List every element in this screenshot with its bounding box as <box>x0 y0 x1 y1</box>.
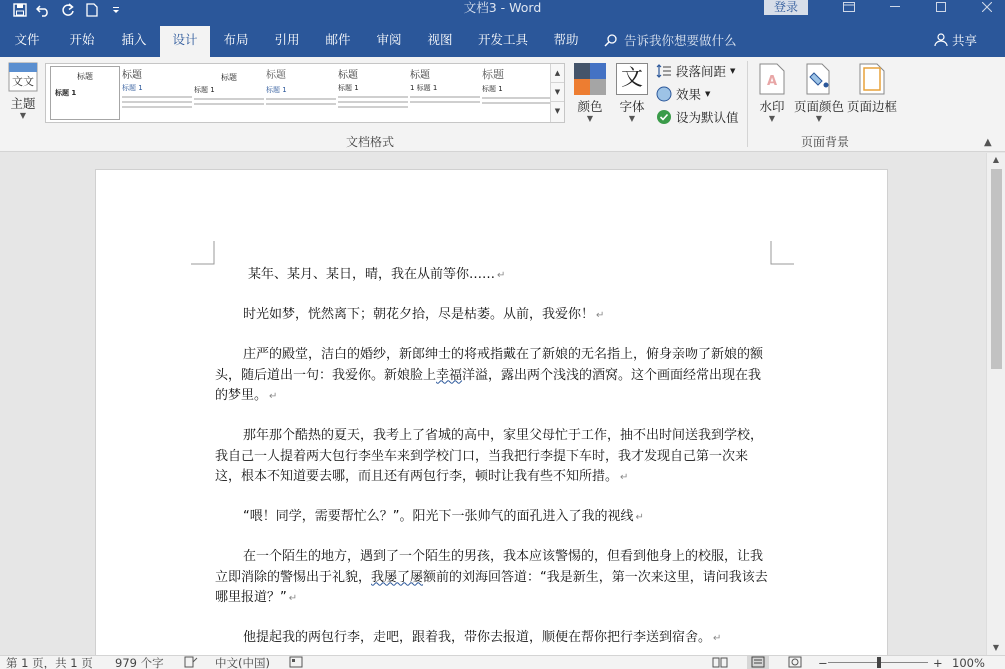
tab-developer[interactable]: 开发工具 <box>477 32 528 47</box>
paragraph-spacing-button[interactable] <box>656 61 735 81</box>
svg-text:A: A <box>766 74 778 89</box>
tab-references[interactable]: 引用 <box>274 32 300 47</box>
gallery-more-icon[interactable]: ▼ <box>554 107 561 115</box>
status-bar <box>0 655 1005 669</box>
web-layout-icon[interactable] <box>788 656 802 669</box>
tell-me-search[interactable] <box>604 26 737 53</box>
zoom-out-icon[interactable]: − <box>818 656 828 669</box>
paragraph[interactable]: 他提起我的两包行李，走吧，跟着我，带你去报道，顺便在帮你把行李送到宿舍。 ↵ <box>243 630 722 645</box>
page-borders-icon <box>859 63 885 95</box>
page-borders-button[interactable] <box>846 63 898 115</box>
save-icon[interactable] <box>8 0 32 20</box>
crop-mark-top-right <box>770 241 794 265</box>
theme-icon <box>8 62 38 92</box>
chevron-down-icon: ▼ <box>815 114 823 123</box>
colors-button[interactable] <box>572 63 608 123</box>
paragraph-mark: ↵ <box>288 593 298 604</box>
paragraph-mark: ↵ <box>596 310 605 321</box>
document-canvas[interactable] <box>0 153 986 655</box>
paragraph-mark: ↵ <box>497 270 506 281</box>
style-set-item[interactable]: 标题 标题 1 <box>266 66 336 120</box>
group-label-document-formatting: 文档格式 <box>345 135 394 149</box>
vertical-scrollbar[interactable] <box>986 153 1005 655</box>
window-title: 文档3 - Word <box>463 0 542 15</box>
quick-access-toolbar <box>8 0 128 20</box>
tab-design[interactable]: 设计 <box>160 26 210 57</box>
style-set-gallery[interactable] <box>45 63 565 123</box>
tab-help[interactable]: 帮助 <box>553 32 579 47</box>
paragraph[interactable]: 时光如梦，恍然离下；朝花夕拾，尽是枯萎。从前，我爱你！ ↵ <box>243 307 605 322</box>
zoom-slider-handle[interactable] <box>877 657 881 668</box>
theme-button[interactable] <box>5 62 41 120</box>
tab-home[interactable]: 开始 <box>69 32 95 47</box>
paragraph[interactable]: “喂！同学，需要帮忙么？”。阳光下一张帅气的面孔进入了我的视线 ↵ <box>243 509 644 524</box>
style-set-item[interactable]: 标题 标题 1 <box>50 66 120 120</box>
zoom-in-icon[interactable]: + <box>933 656 943 669</box>
customize-qat-icon[interactable] <box>104 0 128 20</box>
maximize-icon[interactable] <box>918 0 964 14</box>
watermark-icon <box>759 63 785 95</box>
colors-label: 颜色 <box>577 99 603 114</box>
proofing-icon[interactable] <box>184 656 198 669</box>
ribbon-design <box>0 57 1005 152</box>
gallery-scroll-down-icon[interactable]: ▼ <box>551 83 564 102</box>
set-as-default-label: 设为默认值 <box>676 110 739 125</box>
grammar-squiggle[interactable]: 我屡了屡 <box>371 569 424 585</box>
word-count[interactable]: 979 个字 <box>115 656 164 669</box>
print-layout-icon[interactable] <box>747 656 769 669</box>
tab-layout[interactable]: 布局 <box>223 32 249 47</box>
undo-icon[interactable] <box>32 0 56 20</box>
page-info[interactable]: 第 1 页，共 1 页 <box>6 656 93 669</box>
grammar-squiggle[interactable]: 幸福 <box>436 367 463 383</box>
scroll-down-icon[interactable]: ▼ <box>992 643 1000 652</box>
user-icon <box>934 33 948 47</box>
collapse-ribbon-icon[interactable]: ▲ <box>984 137 992 148</box>
group-separator <box>747 61 748 147</box>
tell-me-label: 告诉我你想要做什么 <box>624 32 737 48</box>
style-set-item[interactable]: 标题 1 标题 1 <box>410 66 480 120</box>
chevron-down-icon: ▼ <box>19 111 27 120</box>
paragraph-mark: ↵ <box>635 512 644 523</box>
new-document-icon[interactable] <box>80 0 104 20</box>
tab-view[interactable]: 视图 <box>427 32 453 47</box>
share-button[interactable] <box>934 26 977 53</box>
language[interactable]: 中文(中国) <box>215 656 270 669</box>
colors-icon <box>574 63 606 95</box>
paragraph[interactable]: 在一个陌生的地方，遇到了一个陌生的男孩，我本应该警惕的，但看到他身上的校服，让我立即消除的警惕出于礼貌，我屡了屡额前的刘海回答道：“我是新生，第一次来这里，请问我该去哪里报道？” ↵ <box>215 549 768 605</box>
minimize-icon[interactable] <box>872 0 918 14</box>
scroll-up-icon[interactable]: ▲ <box>992 155 1000 164</box>
page-borders-label: 页面边框 <box>846 99 897 114</box>
paragraph-mark: ↵ <box>269 391 278 402</box>
gallery-scroll[interactable] <box>550 64 564 122</box>
paragraph[interactable]: 某年、某月、某日，晴，我在从前等你…… ↵ <box>248 267 506 282</box>
tab-review[interactable]: 审阅 <box>376 32 402 47</box>
checkmark-icon <box>656 109 672 125</box>
style-set-item[interactable]: 标题 标题 1 <box>194 66 264 120</box>
macro-recording-icon[interactable] <box>289 656 303 669</box>
group-label-page-background: 页面背景 <box>800 135 849 149</box>
watermark-button[interactable] <box>756 63 788 123</box>
ribbon-display-options-icon[interactable] <box>826 0 872 14</box>
title-bar <box>0 0 1005 20</box>
paragraph-spacing-icon <box>656 64 672 78</box>
chevron-down-icon: ▼ <box>705 90 711 98</box>
svg-text:文文: 文文 <box>12 75 34 88</box>
effects-label: 效果 <box>676 87 702 102</box>
close-icon[interactable] <box>964 0 1005 14</box>
tab-insert[interactable]: 插入 <box>121 32 147 47</box>
page-color-label: 页面颜色 <box>793 99 844 114</box>
read-mode-icon[interactable] <box>712 656 728 669</box>
share-label: 共享 <box>952 32 978 48</box>
fonts-label: 字体 <box>619 99 645 114</box>
paragraph[interactable]: 庄严的殿堂，洁白的婚纱，新郎绅士的将戒指戴在了新娘的无名指上，俯身亲吻了新娘的额头，随后道出一句：我爱你。新娘脸上幸福洋溢，露出两个浅浅的酒窝。这个画面经常出现在我的梦里。 ↵ <box>215 347 764 403</box>
window-controls <box>826 0 1005 20</box>
chevron-down-icon: ▼ <box>730 67 736 75</box>
chevron-down-icon: ▼ <box>586 114 594 123</box>
watermark-label: 水印 <box>759 99 785 114</box>
paragraph[interactable]: 那年那个酷热的夏天，我考上了省城的高中，家里父母忙于工作，抽不出时间送我到学校，我自己一人提着两大包行李坐车来到学校门口，当我把行李提下车时，我才发现自己第一次来这，根本不知道要去哪，而且还有两包行李，顿时让我有些不知所措。 ↵ <box>215 428 764 484</box>
page-color-icon <box>804 63 834 95</box>
fonts-icon: 文 <box>616 63 648 95</box>
style-set-item[interactable]: 标题 标题 1 <box>482 66 552 120</box>
effects-button[interactable] <box>656 84 710 104</box>
zoom-level[interactable]: 100% <box>952 656 985 669</box>
set-as-default-button[interactable] <box>656 107 739 127</box>
chevron-down-icon: ▼ <box>768 114 776 123</box>
login-button[interactable]: 登录 <box>764 0 808 15</box>
document-page[interactable] <box>95 169 888 655</box>
lightbulb-search-icon <box>604 33 618 47</box>
fonts-button[interactable] <box>614 63 650 123</box>
ribbon-tabs <box>0 20 1005 57</box>
style-set-item[interactable]: 标题 标题 1 <box>122 66 192 120</box>
gallery-scroll-up-icon[interactable]: ▲ <box>551 64 564 83</box>
style-set-item[interactable]: 标题 标题 1 <box>338 66 408 120</box>
crop-mark-top-left <box>191 241 215 265</box>
effects-icon <box>656 86 672 102</box>
paragraph-spacing-label: 段落间距 <box>676 64 727 79</box>
paragraph-mark: ↵ <box>620 472 629 483</box>
theme-label: 主题 <box>10 96 36 111</box>
scrollbar-thumb[interactable] <box>991 169 1002 369</box>
tab-mailings[interactable]: 邮件 <box>325 32 351 47</box>
paragraph-mark: ↵ <box>713 633 722 644</box>
chevron-down-icon: ▼ <box>628 114 636 123</box>
page-color-button[interactable] <box>793 63 845 123</box>
redo-icon[interactable] <box>56 0 80 20</box>
tab-file[interactable]: 文件 <box>14 32 40 47</box>
